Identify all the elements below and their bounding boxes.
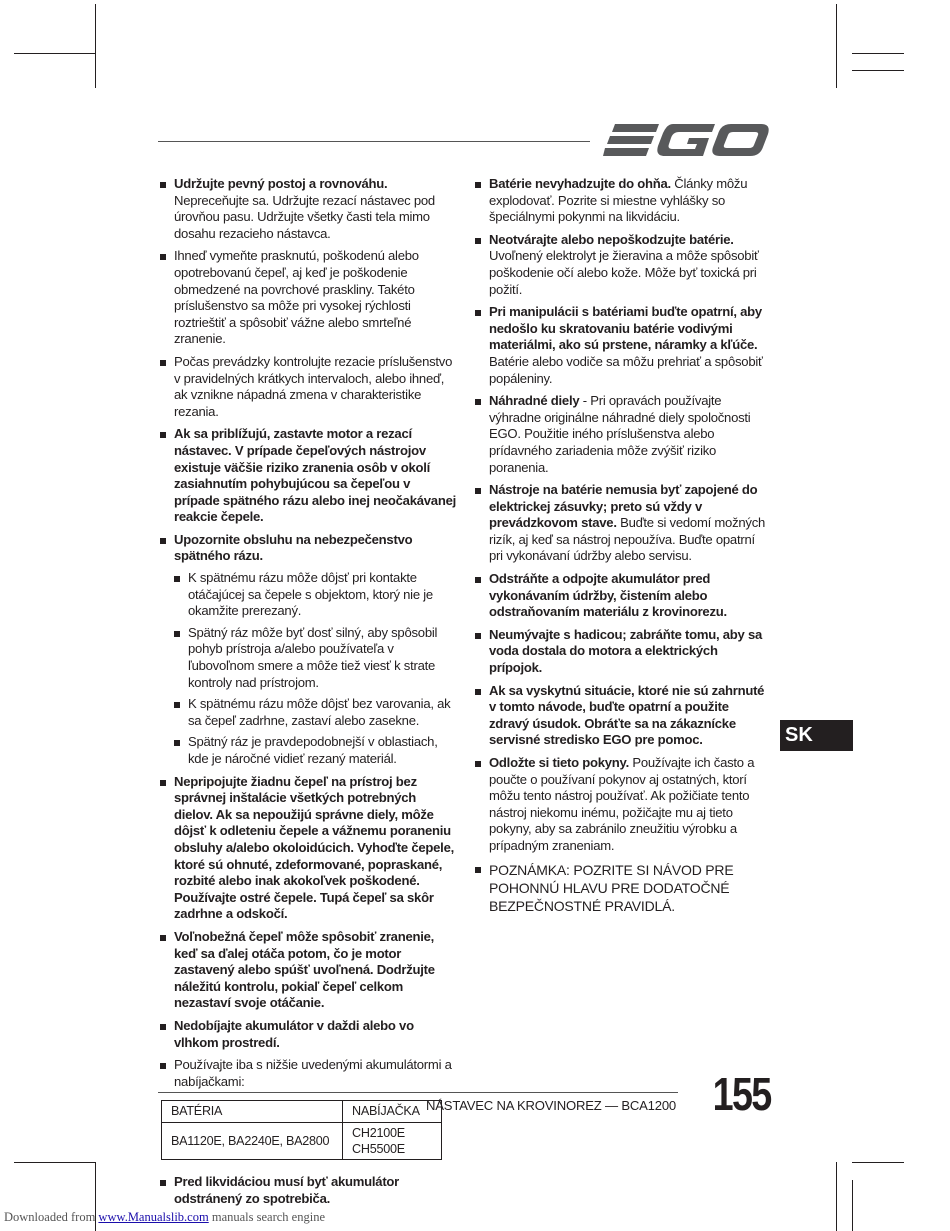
kickback-subitem: K spätnému rázu môže dôjsť pri kontakte otáčajúcej sa čepele s objektom, ktorý nie je okamžite prerezaný. [174,570,456,620]
kickback-subitem: K spätnému rázu môže dôjsť bez varovania, ak sa čepeľ zadrhne, zastaví alebo zasekne. [174,696,456,729]
download-suffix: manuals search engine [208,1210,325,1224]
kickback-subitem: Spätný ráz môže byť dosť silný, aby spôsobil pohyb prístroja a/alebo používateľa v ľubovoľnom smere a môže tiež viesť k strate kontroly nad prístrojom. [174,625,456,691]
download-prefix: Downloaded from [4,1210,99,1224]
safety-item: Nástroje na batérie nemusia byť zapojené do elektrickej zásuvky; preto sú vždy v prevádzkovom stave. Buďte si vedomí možných rizík, aj keď sa nástroj nepoužíva. Buďte opatrní pri vykonávaní údržby alebo servisu. [475,482,772,565]
page-number: 155 [712,1068,771,1120]
safety-item: Ihneď vymeňte prasknutú, poškodenú alebo opotrebovanú čepeľ, aj keď je poškodenie obmedzené na povrchové praskliny. Takéto príslušenstvo sa môže pri vysokej rýchlosti roztrieštiť a spôsobiť vážne alebo smrteľné zranenie. [160,248,456,348]
left-column [160,176,456,1213]
safety-item: Počas prevádzky kontrolujte rezacie príslušenstvo v pravidelných krátkych intervaloch, alebo ihneď, ak vznikne nápadná zmena v charakteristike rezania. [160,354,456,420]
crop-mark [14,53,95,54]
safety-item: Voľnobežná čepeľ môže spôsobiť zranenie, keď sa ďalej otáča potom, čo je motor zastavený alebo spúšť uvoľnená. Dodržujte náležitú kontrolu, pokiaľ čepeľ celkom nezastaví svoje otáčanie. [160,929,456,1012]
kickback-subitem: Spätný ráz je pravdepodobnejší v oblastiach, kde je náročné vidieť rezaný materiál. [174,734,456,767]
crop-mark [836,4,837,88]
table-header-battery: BATÉRIA [162,1101,343,1123]
safety-item: Pred likvidáciou musí byť akumulátor odstránený zo spotrebiča. [160,1174,456,1207]
note-item: POZNÁMKA: POZRITE SI NÁVOD PRE POHONNÚ HLAVU PRE DODATOČNÉ BEZPEČNOSTNÉ PRAVIDLÁ. [475,861,772,915]
crop-mark [14,1162,95,1163]
charger-model: CH5500E [352,1142,405,1157]
safety-item: Nepripojujte žiadnu čepeľ na prístroj bez správnej inštalácie všetkých potrebných dielov. Ak sa nepoužijú správne diely, môže dôjsť k odleteniu čepele a vážnemu poraneniu obsluhy a/alebo okoloidúcich. Vyhoďte čepele, ktoré sú ohnuté, zdeformované, popraskané, rozbité alebo inak akokoľvek poškodené. Používajte ostré čepele. Tupá čepeľ sa skôr zadrhne a odskočí. [160,774,456,923]
safety-item: Odložte si tieto pokyny. Používajte ich často a poučte o používaní pokynov aj ostatných, ktorí môžu tento nástroj používať. Ak požičiate tento nástroj niekomu inému, požičajte mu aj tieto pokyny, aby sa zabránilo zneužitiu výrobku a prípadným zraneniam. [475,755,772,855]
ego-logo [603,121,769,159]
safety-item: Nedobíjajte akumulátor v daždi alebo vo vlhkom prostredí. [160,1018,456,1051]
charger-model: CH2100E [352,1126,405,1141]
crop-mark [852,53,904,54]
safety-item: Ak sa priblížujú, zastavte motor a rezací nástavec. V prípade čepeľových nástrojov existuje väčšie riziko zranenia osôb v okolí zasiahnutím pohybujúcou sa čepeľou v prípade spätného rázu alebo inej neočakávanej reakcie čepele. [160,426,456,526]
language-tab: SK [780,720,853,751]
crop-mark [852,70,904,71]
table-cell-charger-models [343,1123,442,1160]
safety-item: Ak sa vyskytnú situácie, ktoré nie sú zahrnuté v tomto návode, buďte opatrní a použite zdravý úsudok. Obráťte sa na zákaznícke servisné stredisko EGO pre pomoc. [475,683,772,749]
safety-item: Náhradné diely - Pri opravách používajte výhradne originálne náhradné diely spoločnosti EGO. Použitie iného príslušenstva alebo prídavného zariadenia môže zvýšiť riziko poranenia. [475,393,772,476]
footer-rule [158,1092,678,1093]
safety-item: Neumývajte s hadicou; zabráňte tomu, aby sa voda dostala do motora a elektrických prípojok. [475,627,772,677]
header-rule [158,141,590,142]
crop-mark [852,1180,853,1231]
download-bar [4,1210,325,1225]
safety-item: Batérie nevyhadzujte do ohňa. Články môžu explodovať. Pozrite si miestne vyhlášky so špeciálnymi pokynmi na likvidáciu. [475,176,772,226]
safety-item: Pri manipulácii s batériami buďte opatrní, aby nedošlo ku skratovaniu batérie vodivými materiálmi, ako sú prstene, náramky a kľúče. Batérie alebo vodiče sa môžu prehriať a spôsobiť popáleniny. [475,304,772,387]
safety-item: Udržujte pevný postoj a rovnováhu. Nepreceňujte sa. Udržujte rezací nástavec pod úrovňou pasu. Udržujte všetky časti tela mimo dosahu rezacieho nástavca. [160,176,456,242]
safety-item-kickback: Upozornite obsluhu na nebezpečenstvo spätného rázu. K spätnému rázu môže dôjsť pri kontakte otáčajúcej sa čepele s objektom, ktorý nie je okamžite prerezaný. Spätný ráz môže byť dosť silný, aby spôsobil pohyb prístroja a/alebo používateľa v ľubovoľnom smere a môže tiež viesť k strate kontroly nad prístrojom. K spätnému rázu môže dôjsť bez varovania, ak sa čepeľ zadrhne, zastaví alebo zasekne. Spätný ráz je pravdepodobnejší v oblastiach, kde je náročné vidieť rezaný materiál. [160,532,456,768]
table-cell-battery-models: BA1120E, BA2240E, BA2800 [162,1123,343,1160]
crop-mark [95,4,96,88]
right-column [475,176,772,921]
safety-item: Odstráňte a odpojte akumulátor pred vykonávaním údržby, čistením alebo odstraňovaním materiálu z krovinorezu. [475,571,772,621]
manualslib-link[interactable]: www.Manualslib.com [98,1210,209,1224]
safety-item: Neotvárajte alebo nepoškodzujte batérie. Uvoľnený elektrolyt je žieravina a môže spôsobiť poškodenie očí alebo kože. Môže byť toxická pri požití. [475,232,772,298]
footer-title: NÁSTAVEC NA KROVINOREZ — BCA1200 [426,1098,676,1113]
safety-item: Používajte iba s nižšie uvedenými akumulátormi a nabíjačkami: [160,1057,456,1090]
crop-mark [836,1162,837,1231]
crop-mark [852,1162,904,1163]
table-header-charger: NABÍJAČKA [343,1101,442,1123]
